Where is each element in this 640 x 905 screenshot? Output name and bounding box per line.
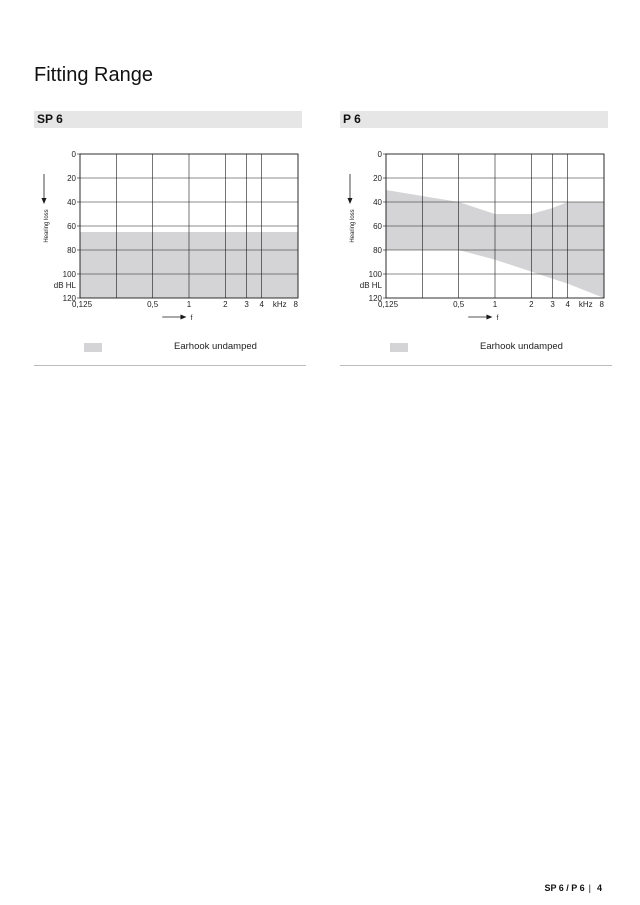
y-tick-label-0: 0 (71, 150, 76, 159)
y-tick-label-40: 40 (373, 198, 382, 207)
p6-divider (340, 365, 612, 366)
x-tick-label-0.5: 0,5 (147, 300, 159, 309)
p6-fitting-range-chart (340, 138, 608, 322)
y-tick-label-0: 0 (377, 150, 382, 159)
x-tick-label-2: 2 (223, 300, 228, 309)
p6-legend-label: Earhook undamped (480, 341, 563, 352)
y-tick-label-120: 120 (368, 294, 382, 303)
y-tick-label-80: 80 (373, 246, 382, 255)
x-tick-label-0.125: 0,125 (378, 300, 399, 309)
x-unit-label: kHz (578, 300, 593, 309)
x-axis-title: f (496, 315, 499, 322)
x-tick-label-4: 4 (259, 300, 264, 309)
x-tick-label-8: 8 (599, 300, 604, 309)
y-axis-arrow-head (348, 198, 353, 204)
footer-separator: | (588, 883, 591, 893)
y-axis-title: Hearing loss (350, 209, 356, 243)
x-tick-label-8: 8 (293, 300, 298, 309)
x-tick-label-0.5: 0,5 (453, 300, 465, 309)
page-footer (544, 883, 602, 893)
x-unit-label: kHz (272, 300, 287, 309)
y-tick-label-120: 120 (62, 294, 76, 303)
p6-legend (340, 341, 608, 355)
y-tick-label-40: 40 (67, 198, 76, 207)
x-axis-arrow-head (486, 315, 492, 320)
sp6-fitting-range-chart (34, 138, 302, 322)
x-tick-label-2: 2 (529, 300, 534, 309)
y-axis-title: Hearing loss (44, 209, 50, 243)
y-tick-label-100: 100 (62, 270, 76, 279)
y-axis-arrow-head (42, 198, 47, 204)
x-axis-title: f (190, 315, 193, 322)
x-tick-label-1: 1 (492, 300, 498, 309)
y-tick-label-20: 20 (67, 174, 76, 183)
y-unit-label: dB HL (359, 281, 382, 290)
p6-panel (340, 111, 608, 352)
sp6-panel-title: SP 6 (34, 111, 302, 128)
sp6-divider (34, 365, 306, 366)
sp6-legend-label: Earhook undamped (174, 341, 257, 352)
x-tick-label-1: 1 (186, 300, 192, 309)
sp6-legend-swatch (84, 343, 102, 352)
p6-panel-title: P 6 (340, 111, 608, 128)
x-tick-label-3: 3 (244, 300, 249, 309)
page-title: Fitting Range (34, 64, 153, 86)
x-axis-arrow-head (180, 315, 186, 320)
footer-page-number: 4 (596, 883, 602, 893)
sp6-legend (34, 341, 302, 355)
y-tick-label-100: 100 (368, 270, 382, 279)
y-tick-label-60: 60 (373, 222, 382, 231)
p6-legend-swatch (390, 343, 408, 352)
y-tick-label-20: 20 (373, 174, 382, 183)
y-unit-label: dB HL (53, 281, 76, 290)
x-tick-label-0.125: 0,125 (72, 300, 93, 309)
footer-model: SP 6 / P 6 (544, 883, 585, 893)
x-tick-label-4: 4 (565, 300, 570, 309)
x-tick-label-3: 3 (550, 300, 555, 309)
sp6-panel (34, 111, 302, 352)
y-tick-label-80: 80 (67, 246, 76, 255)
y-tick-label-60: 60 (67, 222, 76, 231)
